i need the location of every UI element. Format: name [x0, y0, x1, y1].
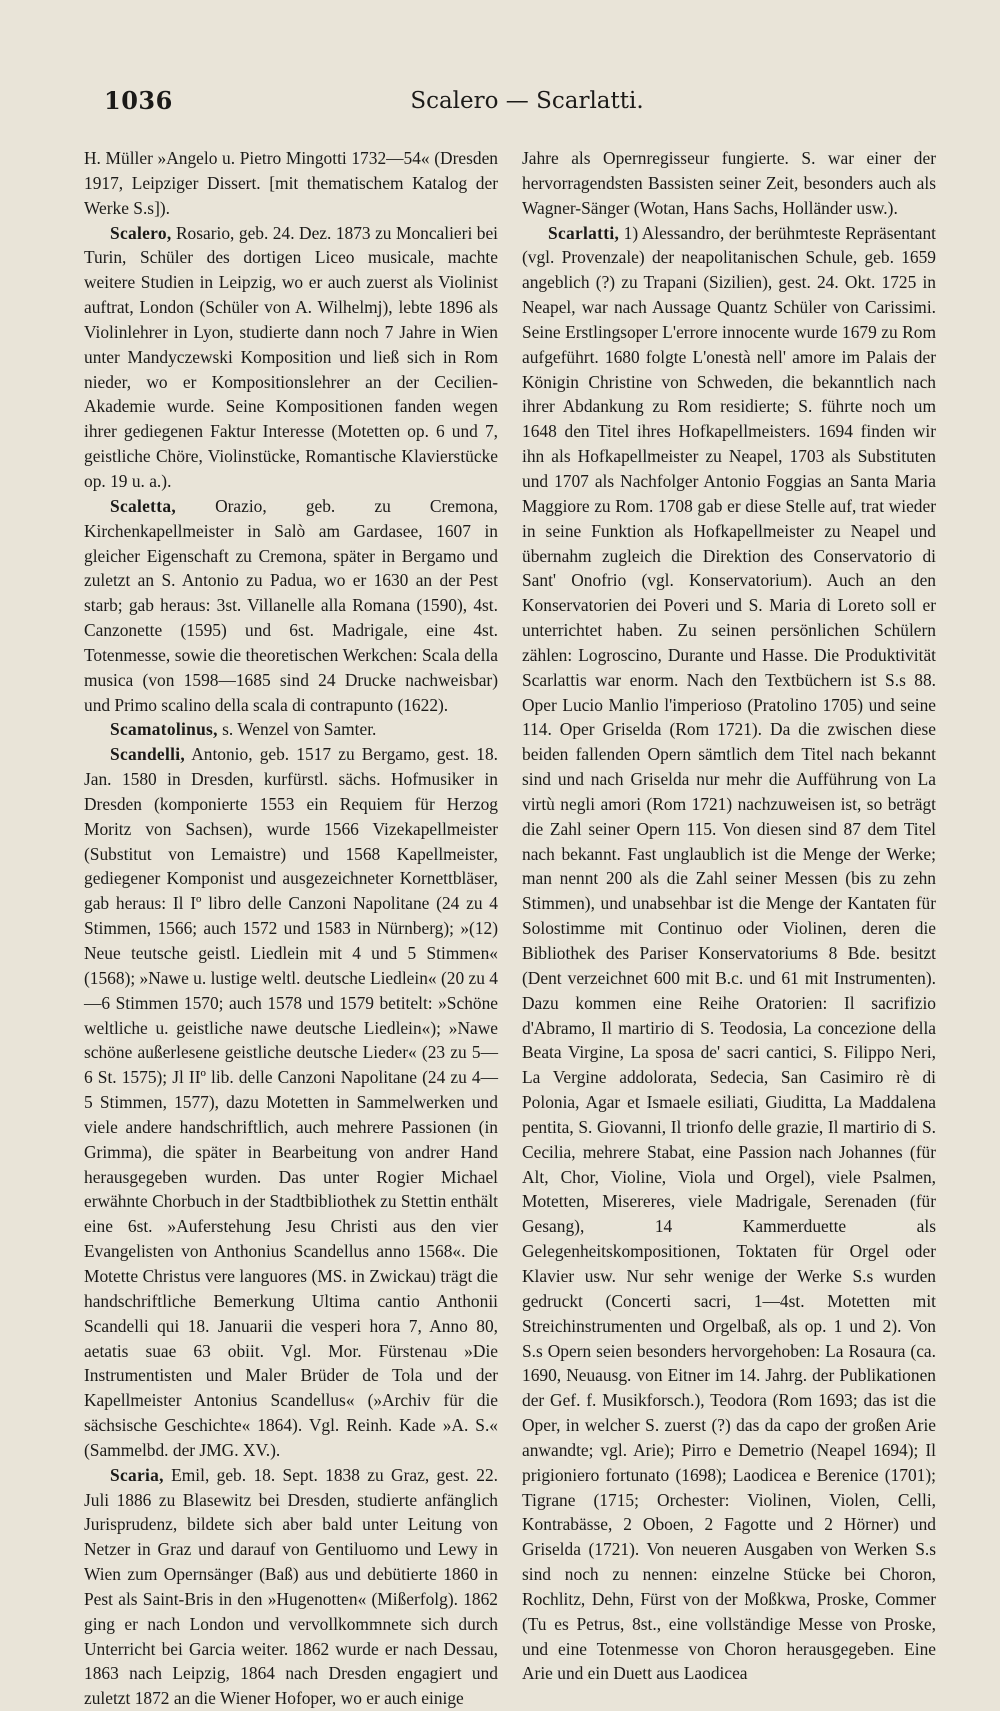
headword: Scandelli, — [110, 744, 185, 765]
entry-scandelli — [84, 742, 498, 1462]
entry-continuation: Jahre als Opernregisseur fungierte. S. war einer der hervorragendsten Bassisten seiner Zeit, besonders auch als Wagner-Sänger (Wotan, Hans Sachs, Holländer usw.). — [522, 148, 936, 218]
entry-scarlatti — [522, 221, 936, 1687]
entry-text: Orazio, geb. zu Cremona, Kirchenkapellmeister in Salò am Gardasee, 1607 in gleicher Eigenschaft zu Cremona, später in Bergamo und zuletzt an S. Antonio zu Padua, wo er 1630 an der Pest starb; gab heraus: 3st. Villanelle alla Romana (1590), 4st. Canzonette (1595) und 6st. Madrigale, eine 4st. Totenmesse, sowie die theoretischen Werkchen: Scala della musica (von 1598—1685 sind 24 Drucke nachweisbar) und Primo scalino della scala di contrapunto (1622). — [84, 495, 498, 715]
entry-text: Antonio, geb. 1517 zu Bergamo, gest. 18. Jan. 1580 in Dresden, kurfürstl. sächs. Hofmusiker in Dresden (komponierte 1553 ein Requiem für Herzog Moritz von Sachsen), wurde 1566 Vizekapellmeister (Substitut von Lemaistre) und 1568 Kapellmeister, gediegener Komponist und ausgezeichneter Kornettbläser, gab heraus: Il Iº libro delle Canzoni Napolitane (24 zu 4 Stimmen, 1566; auch 1572 und 1583 in Nürnberg); »(12) Neue teutsche geistl. Liedlein mit 4 und 5 Stimmen« (1568); »Nawe u. lustige weltl. deutsche Liedlein« (20 zu 4—6 Stimmen 1570; auch 1578 und 1579 betitelt: »Schöne weltliche u. geistliche nawe deutsche Liedlein«); »Nawe schöne außerlesene geistliche deutsche Lieder« (23 zu 5—6 St. 1575); Jl IIº lib. delle Canzoni Napolitane (24 zu 4—5 Stimmen, 1577), dazu Motetten in Sammelwerken und viele andere handschriftlich, auch mehrere Passionen (in Grimma), die später in Bearbeitung von andrer Hand herausgegeben wurden. Das unter Rogier Michael erwähnte Chorbuch in der Stadtbibliothek zu Stettin enthält eine 6st. »Auferstehung Jesu Christi aus den vier Evangelisten von Anthonius Scandellus anno 1568«. Die Motette Christus vere languores (MS. in Zwickau) trägt die handschriftliche Bemerkung Ultima cantio Anthonii Scandelli qui 18. Januarii die vesperi hora 7, Anno 80, aetatis suae 63 obiit. Vgl. Mor. Fürstenau »Die Instrumentisten und Maler Brüder de Tola und der Kapellmeister Antonius Scandellus« (»Archiv für die sächsische Geschichte« 1864). Vgl. Reinh. Kade »A. S.« (Sammelbd. der JMG. XV.). — [84, 744, 498, 1460]
headword: Scaletta, — [110, 495, 176, 516]
entry-continuation: H. Müller »Angelo u. Pietro Mingotti 1732—54« (Dresden 1917, Leipziger Dissert. [mit thematischem Katalog der Werke S.s]). — [84, 148, 498, 218]
running-head: Scalero — Scarlatti. — [410, 88, 644, 114]
entry-text: 1) Alessandro, der berühmteste Repräsentant (vgl. Provenzale) der neapolitanischen Schule, geb. 1659 angeblich (?) zu Trapani (Sizilien), gest. 24. Okt. 1725 in Neapel, war nach Aussage Quantz Schüler von Carissimi. Seine Erstlingsoper L'errore innocente wurde 1679 zu Rom aufgeführt. 1680 folgte L'onestà nell' amore im Palais der Königin Christine von Schweden, die bekanntlich nach ihrer Abdankung zu Rom residierte; S. führte noch um 1648 den Titel ihres Hofkapellmeisters. 1694 finden wir ihn als Hofkapellmeister zu Neapel, 1703 als Substituten und 1707 als Nachfolger Antonio Foggias an Santa Maria Maggiore zu Rom. 1708 gab er diese Stelle auf, trat wieder in seine Funktion als Hofkapellmeister zu Neapel und übernahm zugleich die Direktion des Conservatorio di Sant' Onofrio (vgl. Konservatorium). Auch an den Konservatorien dei Poveri und S. Maria di Loreto soll er unterrichtet haben. Zu seinen persönlichen Schülern zählen: Logroscino, Durante und Hasse. Die Produktivität Scarlattis war enorm. Nach den Textbüchern ist S.s 88. Oper Lucio Manlio l'imperioso (Pratolino 1705) und seine 114. Oper Griselda (Rom 1721). Da die zwischen diese beiden fallenden Opern sämtlich dem Titel nach bekannt sind und nach Griselda nur mehr die Aufführung von La virtù negli amori (Rom 1721) nachzuweisen ist, so beträgt die Zahl seiner Opern 115. Von diesen sind 87 dem Titel nach bekannt. Fast unglaublich ist die Menge der Werke; man nennt 200 als die Zahl seiner Messen (bis zu zehn Stimmen), und unabsehbar ist die Menge der Kantaten für Solostimme mit Continuo oder Violinen, deren die Bibliothek des Pariser Konservatoriums 8 Bde. besitzt (Dent verzeichnet 600 mit B.c. und 61 mit Instrumenten). Dazu kommen eine Reihe Oratorien: Il sacrifizio d'Abramo, Il martirio di S. Teodosia, La concezione della Beata Virgine, La sposa de' sacri cantici, S. Filippo Neri, La Vergine addolorata, Sedecia, San Casimiro rè di Polonia, Agar et Ismaele esiliati, Giuditta, La Maddalena pentita, S. Giovanni, Il trionfo delle grazie, Il martirio di S. Cecilia, mehrere Stabat, eine Passion nach Johannes (für Alt, Chor, Violine, Viola und Orgel), viele Psalmen, Motetten, Misereres, viele Madrigale, Serenaden (für Gesang), 14 Kammerduette als Gelegenheitskompositionen, Toktaten für Orgel oder Klavier usw. Nur sehr wenige der Werke S.s wurden gedruckt (Concerti sacri, 1—4st. Motetten mit Streichinstrumenten und Orgelbaß, als op. 1 und 2). Von S.s Opern seien besonders hervorgehoben: La Rosaura (ca. 1690, Neuausg. von Eitner im 14. Jahrg. der Publikationen der Gef. f. Musikforsch.), Teodora (Rom 1693; das ist die Oper, in welcher S. zuerst (?) das da capo der großen Arie anwandte; vgl. Arie); Pirro e Demetrio (Neapel 1694); Il prigioniero fortunato (1698); Laodicea e Berenice (1701); Tigrane (1715; Orchester: Violinen, Violen, Celli, Kontrabässe, 2 Oboen, 2 Fagotte und 2 Hörner) und Griselda (1721). Von neueren Ausgaben von Werken S.s sind noch zu nennen: einzelne Stücke bei Choron, Rochlitz, Dehn, Fürst von der Moßkwa, Proske, Commer (Tu es Petrus, 8st., eine vollständige Messe von Proske, und eine Totenmesse von Choron herausgegeben. Eine Arie und ein Duett aus Laodicea — [522, 222, 936, 1684]
page-number: 1036 — [104, 86, 173, 115]
entry-scalero — [84, 221, 498, 494]
entry-text: Emil, geb. 18. Sept. 1838 zu Graz, gest. 22. Juli 1886 zu Blasewitz bei Dresden, studierte anfänglich Jurisprudenz, bildete sich aber bald unter Leitung von Netzer in Graz und darauf von Gentiluomo und Lewy in Wien zum Opernsänger (Baß) aus und debütierte 1860 in Pest als Saint-Bris in den »Hugenotten« (Mißerfolg). 1862 ging er nach London und vervollkommnete sich durch Unterricht bei Garcia weiter. 1862 wurde er nach Dessau, 1863 nach Leipzig, 1864 nach Dresden engagiert und zuletzt 1872 an die Wiener Hofoper, wo er auch einige — [84, 1464, 498, 1709]
entry-text: Rosario, geb. 24. Dez. 1873 zu Moncalieri bei Turin, Schüler des dortigen Liceo musicale, machte weitere Studien in Leipzig, wo er auch zuerst als Violinist auftrat, London (Schüler von A. Wilhelmj), lebte 1896 als Violinlehrer in Lyon, studierte dann noch 7 Jahre in Wien unter Mandyczewski Komposition und ließ sich in Rom nieder, wo er Kompositionslehrer an der Cecilien-Akademie wurde. Seine Kompositionen fanden wegen ihrer gediegenen Faktur Interesse (Motetten op. 6 und 7, geistliche Chöre, Violinstücke, Romantische Klavierstücke op. 19 u. a.). — [84, 222, 498, 491]
headword: Scarlatti, — [548, 222, 620, 243]
text-columns — [84, 146, 970, 1711]
page-header — [84, 86, 970, 132]
entry-scamatolinus — [84, 717, 498, 742]
headword: Scalero, — [110, 222, 172, 243]
entry-scaletta — [84, 494, 498, 718]
right-column — [522, 146, 936, 1711]
entry-scaria — [84, 1463, 498, 1711]
entry-text: s. Wenzel von Samter. — [217, 719, 377, 740]
headword: Scamatolinus, — [110, 719, 218, 740]
left-column — [84, 146, 498, 1711]
headword: Scaria, — [110, 1464, 164, 1485]
